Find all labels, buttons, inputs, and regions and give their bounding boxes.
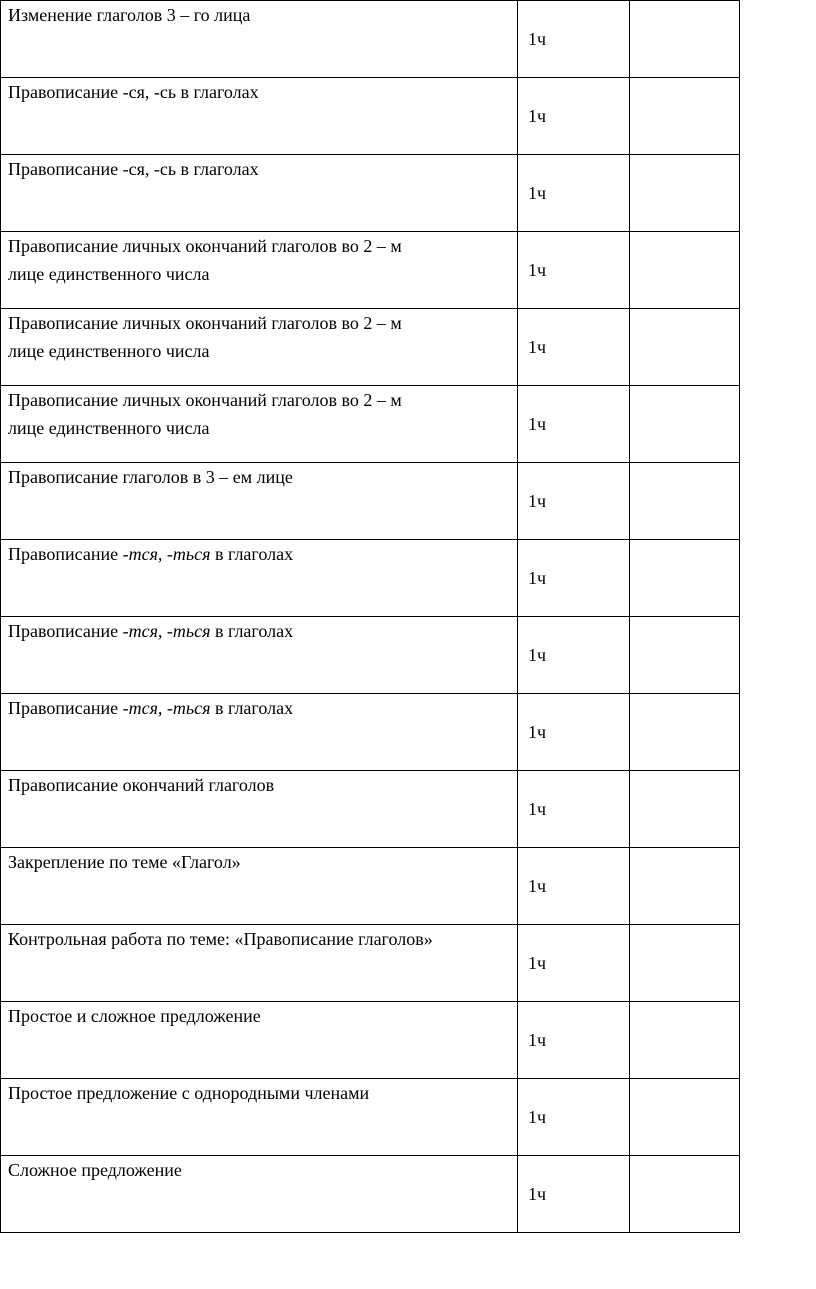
table-row — [1, 1079, 740, 1156]
topic-text-line-2: лице единственного числа — [8, 418, 210, 438]
topic-cell — [1, 617, 518, 694]
date-cell — [630, 925, 740, 1002]
hours-cell: 1ч — [518, 1002, 630, 1079]
topic-text: Контрольная работа по теме: «Правописание глаголов» — [8, 929, 433, 949]
hours-cell: 1ч — [518, 617, 630, 694]
date-cell — [630, 848, 740, 925]
topic-text-italic-suffixes: тся, -ться — [128, 621, 211, 641]
topic-text-ending: в глаголах — [210, 698, 294, 718]
table-row — [1, 848, 740, 925]
hours-cell: 1ч — [518, 232, 630, 309]
date-cell — [630, 1002, 740, 1079]
lesson-plan-table-body — [1, 1, 740, 1233]
topic-cell — [1, 694, 518, 771]
date-cell — [630, 309, 740, 386]
date-cell — [630, 232, 740, 309]
topic-cell — [1, 386, 518, 463]
table-row — [1, 386, 740, 463]
topic-cell — [1, 1156, 518, 1233]
topic-text: Правописание -ся, -сь в глаголах — [8, 159, 259, 179]
table-row — [1, 232, 740, 309]
hours-cell: 1ч — [518, 771, 630, 848]
hours-cell: 1ч — [518, 925, 630, 1002]
hours-cell: 1ч — [518, 1156, 630, 1233]
hours-cell: 1ч — [518, 463, 630, 540]
date-cell — [630, 78, 740, 155]
table-row — [1, 1, 740, 78]
date-cell — [630, 155, 740, 232]
topic-text: Сложное предложение — [8, 1160, 182, 1180]
topic-text-line-1: Правописание личных окончаний глаголов во 2 – м — [8, 236, 402, 256]
topic-text: Правописание окончаний глаголов — [8, 775, 275, 795]
topic-cell — [1, 309, 518, 386]
date-cell — [630, 1079, 740, 1156]
hours-cell: 1ч — [518, 694, 630, 771]
hours-cell: 1ч — [518, 309, 630, 386]
topic-cell — [1, 78, 518, 155]
table-row — [1, 463, 740, 540]
topic-text: Правописание глаголов в 3 – ем лице — [8, 467, 293, 487]
hours-cell: 1ч — [518, 1, 630, 78]
topic-cell — [1, 232, 518, 309]
topic-cell — [1, 1079, 518, 1156]
date-cell — [630, 617, 740, 694]
topic-text-italic-suffixes: тся, -ться — [128, 544, 211, 564]
table-row — [1, 155, 740, 232]
topic-cell — [1, 463, 518, 540]
topic-cell — [1, 925, 518, 1002]
topic-cell — [1, 848, 518, 925]
topic-text: Закрепление по теме «Глагол» — [8, 852, 241, 872]
topic-text-prefix: Правописание - — [8, 621, 129, 641]
hours-cell: 1ч — [518, 155, 630, 232]
topic-text-line-1: Правописание личных окончаний глаголов во 2 – м — [8, 390, 402, 410]
topic-text-prefix: Правописание - — [8, 544, 129, 564]
hours-cell: 1ч — [518, 540, 630, 617]
topic-text-italic-suffixes: тся, -ться — [128, 698, 211, 718]
table-row — [1, 617, 740, 694]
topic-text-line-2: лице единственного числа — [8, 264, 210, 284]
table-row — [1, 1002, 740, 1079]
topic-text-line-2: лице единственного числа — [8, 341, 210, 361]
date-cell — [630, 771, 740, 848]
topic-text-ending: в глаголах — [210, 621, 294, 641]
table-row — [1, 78, 740, 155]
topic-text: Простое предложение с однородными членами — [8, 1083, 370, 1103]
topic-cell — [1, 771, 518, 848]
topic-text-line-1: Правописание личных окончаний глаголов во 2 – м — [8, 313, 402, 333]
topic-cell — [1, 1, 518, 78]
table-row — [1, 309, 740, 386]
topic-text-prefix: Правописание - — [8, 698, 129, 718]
date-cell — [630, 540, 740, 617]
topic-text: Простое и сложное предложение — [8, 1006, 261, 1026]
hours-cell: 1ч — [518, 78, 630, 155]
date-cell — [630, 694, 740, 771]
topic-text: Правописание -ся, -сь в глаголах — [8, 82, 259, 102]
table-row — [1, 925, 740, 1002]
date-cell — [630, 1156, 740, 1233]
table-row — [1, 1156, 740, 1233]
hours-cell: 1ч — [518, 386, 630, 463]
date-cell — [630, 386, 740, 463]
topic-cell — [1, 1002, 518, 1079]
topic-text-ending: в глаголах — [210, 544, 294, 564]
hours-cell: 1ч — [518, 1079, 630, 1156]
table-row — [1, 540, 740, 617]
topic-cell — [1, 155, 518, 232]
hours-cell: 1ч — [518, 848, 630, 925]
table-row — [1, 771, 740, 848]
table-row — [1, 694, 740, 771]
topic-cell — [1, 540, 518, 617]
topic-text: Изменение глаголов 3 – го лица — [8, 5, 251, 25]
date-cell — [630, 463, 740, 540]
date-cell — [630, 1, 740, 78]
